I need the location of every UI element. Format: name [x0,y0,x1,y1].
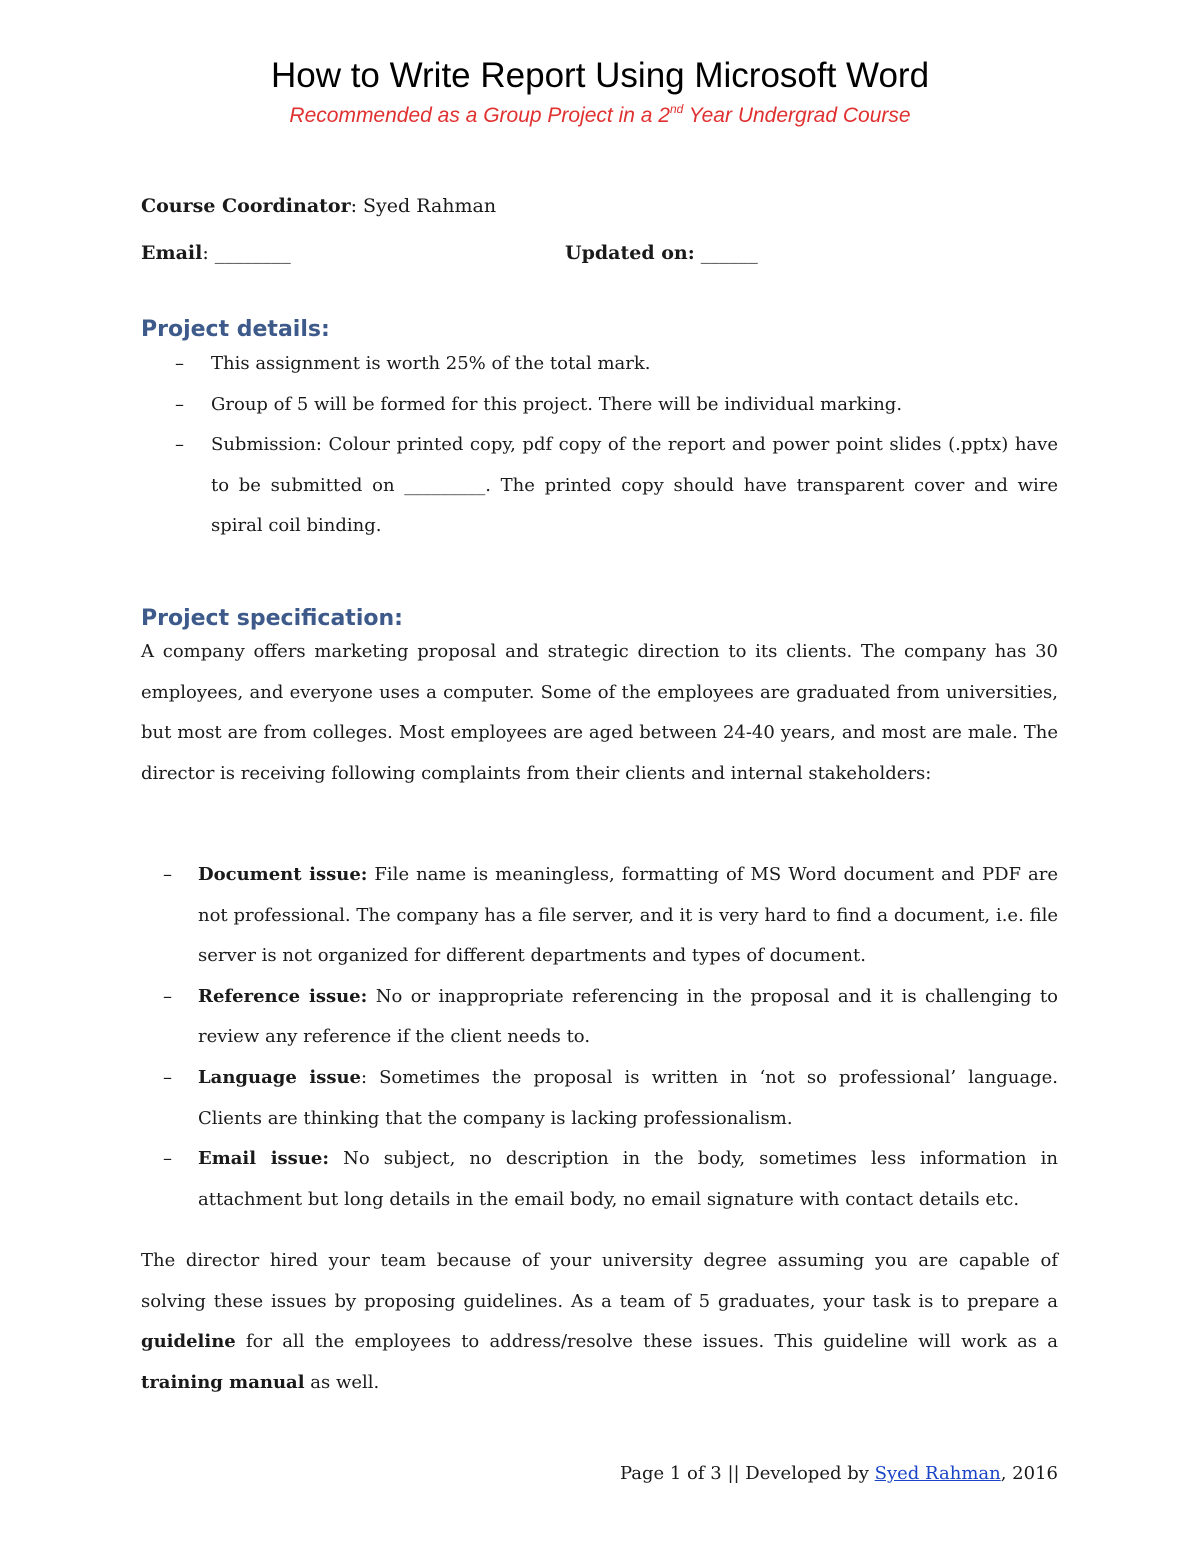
course-coordinator-line [141,193,496,219]
issue-text: No subject, no description in the body, sometimes less information in attachment but long details in the email body, no email signature with contact details etc. [198,1148,1059,1210]
list-item [141,977,1058,1058]
list-item [141,1058,1058,1139]
dash-bullet: – [163,864,172,885]
subtitle-text-after: Year Undergrad Course [683,104,911,127]
subtitle-superscript: nd [669,102,684,116]
list-item [141,1139,1058,1220]
list-item-text: Group of 5 will be formed for this project. There will be individual marking. [211,393,903,415]
dash-bullet: – [163,1066,172,1088]
specification-intro: A company offers marketing proposal and strategic direction to its clients. The company has 30 employees, and everyone uses a computer. Some of the employees are graduated from universities, but most are from colleges. Most employees are aged between 24-40 years, and most are male. The director is receiving following complaints from their clients and internal stakeholders: [141,641,1058,784]
issues-list [141,855,1058,1220]
dash-bullet: – [175,434,184,456]
issue-text: No or inappropriate referencing in the proposal and it is challenging to review any reference if the client needs to. [198,985,1059,1048]
footer-suffix: , 2016 [1000,1463,1058,1484]
email-line [141,240,291,266]
closing-bold-guideline: guideline [141,1331,236,1353]
closing-text-3: as well. [304,1371,380,1393]
coordinator-value: : Syed Rahman [350,195,497,217]
dash-bullet: – [175,353,184,374]
issue-label: Document issue: [198,864,368,885]
list-item-text: This assignment is worth 25% of the total mark. [211,353,651,374]
list-item [141,425,1058,547]
author-link[interactable]: Syed Rahman [874,1463,1001,1484]
list-item [141,385,1058,426]
document-title: How to Write Report Using Microsoft Word [270,56,930,95]
closing-bold-training-manual: training manual [141,1371,305,1393]
dash-bullet: – [163,985,172,1007]
issue-text: : Sometimes the proposal is written in ‘not so professional’ language. Clients are thinking that the company is lacking professionalism. [198,1066,1058,1129]
project-specification-heading: Project specification: [141,606,403,631]
project-details-heading: Project details: [141,317,330,342]
closing-text-2: for all the employees to address/resolve these issues. This guideline will work as a [235,1331,1058,1353]
email-value: : ________ [202,242,291,264]
updated-label: Updated on: [565,242,695,264]
closing-text-1: The director hired your team because of your university degree assuming you are capable of solving these issues by proposing guidelines. As a team of 5 graduates, your task is to prepare a [141,1250,1058,1312]
subtitle-text-before: Recommended as a Group Project in a 2 [289,104,670,127]
email-label: Email [141,242,203,264]
issue-label: Language issue [198,1066,361,1088]
project-details-list [141,344,1058,547]
dash-bullet: – [175,393,184,415]
issue-label: Reference issue: [198,985,368,1007]
issue-text: File name is meaningless, formatting of MS Word document and PDF are not professional. The company has a file server, and it is very hard to find a document, i.e. file server is not organized for different departments and types of document. [198,864,1058,967]
document-subtitle [0,102,1200,130]
issue-label: Email issue: [198,1148,330,1170]
updated-value: ______ [694,242,758,264]
page-footer [620,1461,1058,1487]
list-item [141,855,1058,977]
list-item-text: Submission: Colour printed copy, pdf copy of the report and power point slides (.pptx) have to be submitted on _________. The printed copy should have transparent cover and wire spiral coil binding. [211,434,1058,537]
coordinator-label: Course Coordinator [141,195,351,217]
updated-on-line [565,240,758,266]
closing-paragraph [141,1241,1058,1403]
list-item [141,344,1058,385]
dash-bullet: – [163,1148,172,1170]
footer-prefix: Page 1 of 3 || Developed by [619,1463,875,1484]
